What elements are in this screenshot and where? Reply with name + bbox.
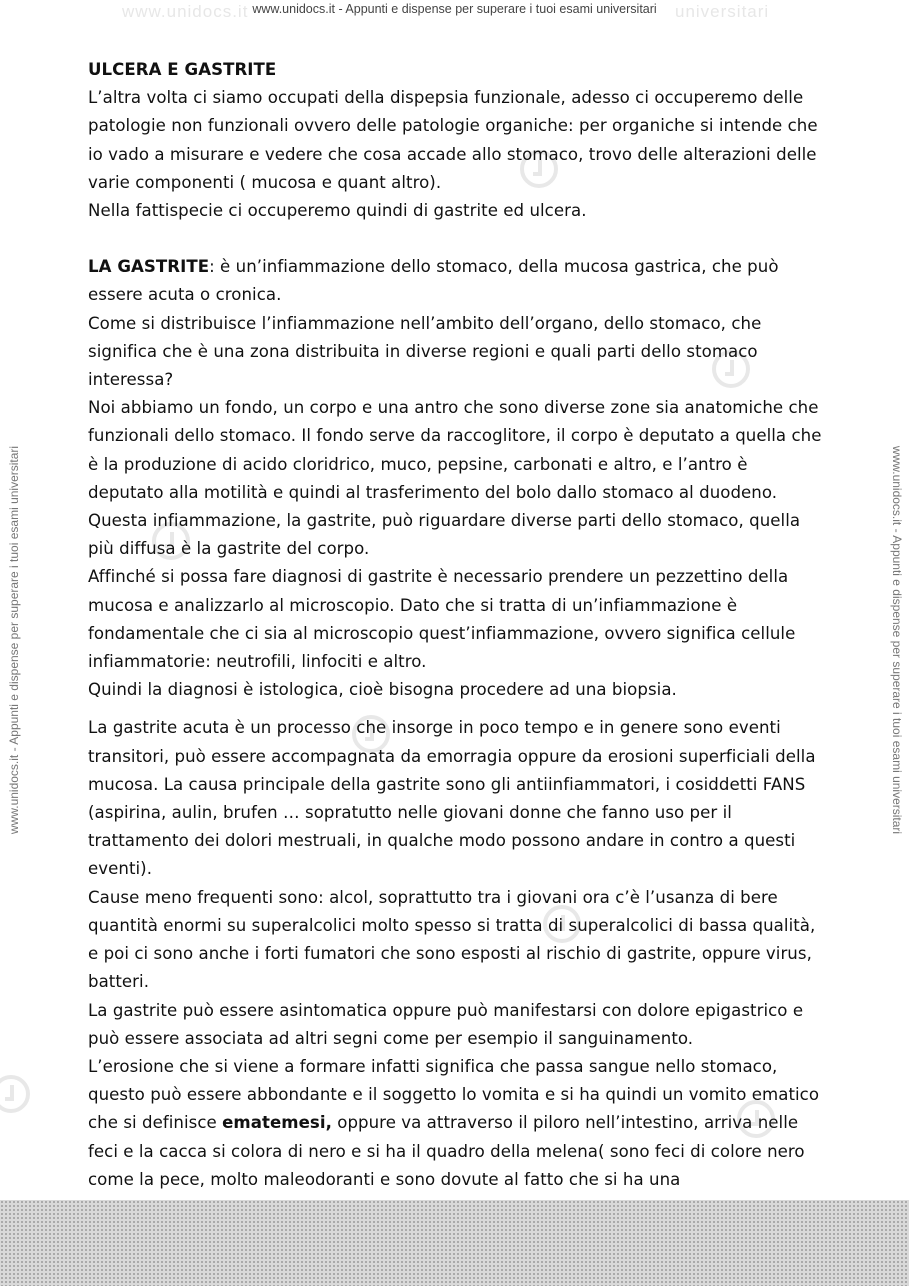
paragraph: Affinché si possa fare diagnosi di gastrite è necessario prendere un pezzettino della mucosa e analizzarlo al microscopio. Dato che si tratta di un’infiammazione è fondamentale che ci sia al microscopio quest’infiammazione, ovvero significa cellule infiammatorie: neutrofili, linfociti e altro. (88, 567, 796, 672)
intro-paragraph: L’altra volta ci siamo occupati della dispepsia funzionale, adesso ci occuperemo delle patologie non funzionali ovvero delle patologie organiche: per organiche si intende che io vado a misurare e vedere che cosa accade allo stomaco, trovo delle alterazioni delle varie componenti ( mucosa e quant altro). (88, 88, 818, 192)
intro-paragraph: Nella fattispecie ci occuperemo quindi di gastrite ed ulcera. (88, 201, 587, 221)
left-margin-watermark: www.unidocs.it - Appunti e dispense per superare i tuoi esami universitari (7, 445, 21, 835)
erosion-text-continued: oppure va attraverso il piloro nell’intestino, arriva nelle feci e la cacca si colora di nero e si ha il quadro della melena( sono feci di colore nero come la pece, molto maleodoranti e sono dovute al fatto che si ha una (88, 1113, 805, 1189)
paragraph: Noi abbiamo un fondo, un corpo e una antro che sono diverse zone sia anatomiche che funzionali dello stomaco. Il fondo serve da raccoglitore, il corpo è deputato a quella che è la produzione di acido cloridrico, muco, pepsine, carbonati e altro, e l’antro è deputato alla motilità e quindi al trasferimento del bolo dallo stomaco al duodeno. Questa infiammazione, la gastrite, può riguardare diverse parti dello stomaco, quella più diffusa è la gastrite del corpo. (88, 398, 822, 559)
watermark-logo-icon (0, 1075, 30, 1113)
paragraph: Quindi la diagnosi è istologica, cioè bisogna procedere ad una biopsia. (88, 680, 677, 700)
gastrite-term: LA GASTRITE (88, 257, 210, 277)
paragraph: La gastrite acuta è un processo che insorge in poco tempo e in genere sono eventi transitori, può essere accompagnata da emorragia oppure da erosioni superficiali della mucosa. La causa principale della gastrite sono gli antiinfiammatori, i cosiddetti FANS (aspirina, aulin, brufen … sopratutto nelle giovani donne che fanno uso per il trattamento dei dolori mestruali, in qualche modo possono andare in contro a questi eventi). (88, 718, 816, 879)
erosion-paragraph (88, 1053, 828, 1194)
gastrite-definition (88, 253, 828, 309)
spacer (88, 704, 828, 714)
paragraph: Cause meno frequenti sono: alcol, soprattutto tra i giovani ora c’è l’usanza di bere quantità enormi su superalcolici molto spesso si tratta di superalcolici di bassa qualità, e poi ci sono anche i forti fumatori che sono esposti al rischio di gastrite, oppure virus, batteri. (88, 887, 816, 992)
header-ghost-watermark: www.unidocs.it (122, 2, 249, 21)
spacer (88, 225, 828, 253)
paragraph: La gastrite può essere asintomatica oppure può manifestarsi con dolore epigastrico e può essere associata ad altri segni come per esempio il sanguinamento. (88, 1000, 804, 1048)
right-margin-watermark: www.unidocs.it - Appunti e dispense per superare i tuoi esami universitari (890, 445, 904, 835)
document-body (88, 56, 828, 1222)
header-banner: www.unidocs.it - Appunti e dispense per superare i tuoi esami universitari (252, 2, 657, 16)
gastrite-definition-text: : è un’infiammazione dello stomaco, della mucosa gastrica, che può essere acuta o cronica. (88, 257, 779, 305)
redacted-pattern-overlay (0, 1200, 909, 1286)
document-title: ULCERA E GASTRITE (88, 60, 277, 79)
erosion-text: L’erosione che si viene a formare infatti significa che passa sangue nello stomaco, questo può essere abbondante e il soggetto lo vomita e si ha quindi un vomito ematico che si definisce (88, 1056, 820, 1133)
header-ghost-watermark-right: universitari (675, 2, 770, 21)
ematemesi-term: ematemesi, (222, 1113, 332, 1133)
paragraph: Come si distribuisce l’infiammazione nell’ambito dell’organo, dello stomaco, che significa che è una zona distribuita in diverse regioni e quali parti dello stomaco interessa? (88, 313, 762, 390)
